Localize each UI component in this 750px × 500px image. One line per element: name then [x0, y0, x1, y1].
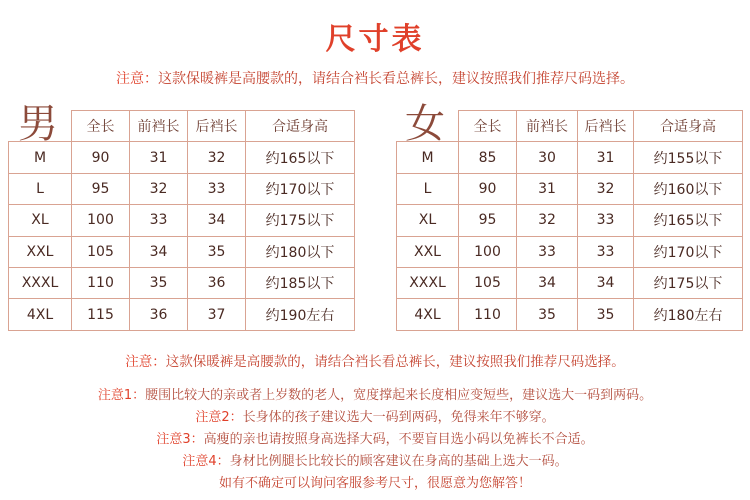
note-3 [0, 428, 750, 447]
note-3-text: 高瘦的亲也请按照身高选择大码，不要盲目选小码以免裤长不合适。 [203, 432, 594, 447]
female-header-length: 全长 [459, 111, 517, 142]
closing-note: 如有不确定可以询问客服参考尺寸，很愿意为您解答！ [218, 476, 531, 491]
length-cell: 105 [72, 236, 130, 267]
length-cell: 110 [459, 299, 517, 330]
height-cell: 约175以下 [246, 205, 355, 236]
front-rise-cell: 30 [517, 142, 578, 173]
height-cell: 约175以下 [634, 267, 743, 298]
front-rise-cell: 32 [517, 205, 578, 236]
front-rise-cell: 35 [517, 299, 578, 330]
size-cell: L [397, 173, 459, 204]
front-rise-cell: 34 [517, 267, 578, 298]
male-header-height: 合适身高 [246, 111, 355, 142]
page-title: 尺寸表 [325, 22, 425, 57]
front-rise-cell: 36 [130, 299, 188, 330]
height-cell: 约180左右 [634, 299, 743, 330]
note-1-label: 注意1： [97, 388, 146, 403]
bottom-note-label: 注意： [125, 354, 166, 370]
length-cell: 110 [72, 267, 130, 298]
size-cell: XXXL [9, 267, 72, 298]
note-4-text: 身材比例腿长比较长的顾客建议在身高的基础上选大一码。 [229, 454, 568, 469]
note-2-text: 长身体的孩子建议选大一码到两码，免得来年不够穿。 [242, 410, 555, 425]
size-cell: M [397, 142, 459, 173]
front-rise-cell: 33 [130, 205, 188, 236]
note-4-label: 注意4： [182, 454, 230, 469]
size-cell: XXL [397, 236, 459, 267]
back-rise-cell: 33 [578, 236, 634, 267]
note-4 [0, 450, 750, 469]
male-size-table [8, 110, 355, 331]
male-header-blank [9, 111, 72, 142]
length-cell: 95 [72, 173, 130, 204]
length-cell: 90 [72, 142, 130, 173]
top-note-label: 注意： [116, 71, 158, 87]
back-rise-cell: 36 [188, 267, 246, 298]
height-cell: 约185以下 [246, 267, 355, 298]
male-header-row [9, 111, 355, 142]
note-1-text: 腰围比较大的亲或者上岁数的老人，宽度撑起来长度相应变短些，建议选大一码到两码。 [145, 388, 653, 403]
front-rise-cell: 31 [517, 173, 578, 204]
height-cell: 约165以下 [634, 205, 743, 236]
table-row [9, 205, 355, 236]
front-rise-cell: 31 [130, 142, 188, 173]
female-header-back-rise: 后裆长 [578, 111, 634, 142]
height-cell: 约190左右 [246, 299, 355, 330]
table-row [397, 173, 743, 204]
back-rise-cell: 33 [578, 205, 634, 236]
size-cell: L [9, 173, 72, 204]
note-2-label: 注意2： [195, 410, 243, 425]
size-cell: XXL [9, 236, 72, 267]
table-row [397, 267, 743, 298]
table-row [9, 142, 355, 173]
back-rise-cell: 35 [188, 236, 246, 267]
table-row [9, 299, 355, 330]
length-cell: 100 [459, 236, 517, 267]
length-cell: 115 [72, 299, 130, 330]
male-header-back-rise: 后裆长 [188, 111, 246, 142]
size-cell: XXXL [397, 267, 459, 298]
bottom-note-text: 这款保暖裤是高腰款的，请结合裆长看总裤长，建议按照我们推荐尺码选择。 [165, 354, 625, 370]
back-rise-cell: 32 [188, 142, 246, 173]
top-note-text: 这款保暖裤是高腰款的，请结合裆长看总裤长，建议按照我们推荐尺码选择。 [158, 71, 634, 87]
length-cell: 95 [459, 205, 517, 236]
note-2 [0, 406, 750, 425]
table-row [397, 205, 743, 236]
height-cell: 约170以下 [634, 236, 743, 267]
length-cell: 90 [459, 173, 517, 204]
table-row [9, 267, 355, 298]
back-rise-cell: 34 [188, 205, 246, 236]
size-cell: M [9, 142, 72, 173]
height-cell: 约165以下 [246, 142, 355, 173]
table-row [9, 236, 355, 267]
back-rise-cell: 32 [578, 173, 634, 204]
front-rise-cell: 33 [517, 236, 578, 267]
top-note [0, 68, 750, 88]
length-cell: 85 [459, 142, 517, 173]
length-cell: 100 [72, 205, 130, 236]
male-label: 男 [18, 101, 58, 147]
table-row [397, 236, 743, 267]
note-1 [0, 384, 750, 403]
height-cell: 约170以下 [246, 173, 355, 204]
female-size-table [396, 110, 743, 331]
female-header-row [397, 111, 743, 142]
front-rise-cell: 35 [130, 267, 188, 298]
back-rise-cell: 37 [188, 299, 246, 330]
size-cell: XL [397, 205, 459, 236]
female-label: 女 [405, 101, 445, 147]
back-rise-cell: 35 [578, 299, 634, 330]
size-cell: 4XL [397, 299, 459, 330]
front-rise-cell: 34 [130, 236, 188, 267]
size-cell: 4XL [9, 299, 72, 330]
bottom-note [0, 350, 750, 370]
female-header-height: 合适身高 [634, 111, 743, 142]
table-row [9, 173, 355, 204]
size-cell: XL [9, 205, 72, 236]
length-cell: 105 [459, 267, 517, 298]
back-rise-cell: 34 [578, 267, 634, 298]
front-rise-cell: 32 [130, 173, 188, 204]
back-rise-cell: 33 [188, 173, 246, 204]
male-header-length: 全长 [72, 111, 130, 142]
female-header-front-rise: 前裆长 [517, 111, 578, 142]
table-row [397, 299, 743, 330]
height-cell: 约180以下 [246, 236, 355, 267]
table-row [397, 142, 743, 173]
male-header-front-rise: 前裆长 [130, 111, 188, 142]
note-3-label: 注意3： [156, 432, 204, 447]
female-header-blank [397, 111, 459, 142]
back-rise-cell: 31 [578, 142, 634, 173]
height-cell: 约155以下 [634, 142, 743, 173]
height-cell: 约160以下 [634, 173, 743, 204]
